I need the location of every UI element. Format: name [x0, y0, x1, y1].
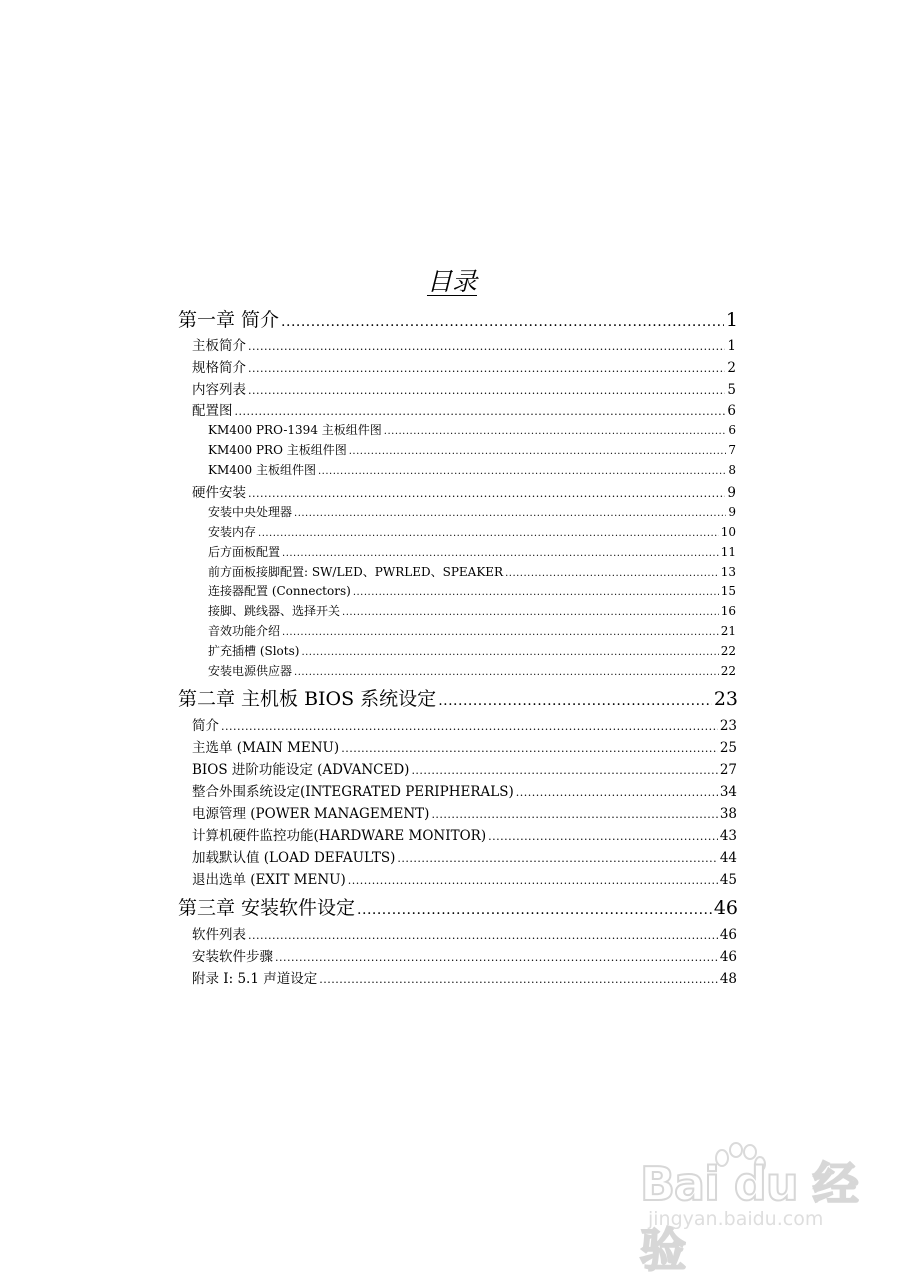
toc-entry-label: 计算机硬件监控功能(HARDWARE MONITOR): [192, 828, 487, 844]
toc-entry-label: 主板简介: [192, 338, 246, 354]
dot-leader: [348, 874, 718, 887]
toc-entry-label: 安装电源供应器: [208, 664, 293, 678]
toc-entry[interactable]: [192, 923, 737, 943]
toc-entry[interactable]: [192, 802, 737, 822]
toc-entry-label: KM400 主板组件图: [208, 463, 316, 477]
dot-leader: [294, 508, 726, 519]
dot-leader: [488, 830, 718, 843]
dot-leader: [221, 720, 718, 733]
toc-entry[interactable]: [208, 622, 736, 639]
toc-entry[interactable]: [208, 461, 736, 478]
toc-entry-label: 后方面板配置: [208, 545, 281, 559]
toc-entry-page: 8: [728, 463, 736, 477]
toc-entry-page: 6: [728, 423, 736, 437]
toc-entry-page: 1: [725, 309, 738, 331]
toc-entry[interactable]: [208, 543, 736, 560]
toc-entry[interactable]: [192, 378, 736, 398]
toc-entry[interactable]: [208, 642, 736, 659]
toc-entry-page: 16: [720, 604, 736, 618]
dot-leader: [384, 426, 727, 437]
dot-leader: [318, 466, 726, 477]
toc-entry-page: 45: [719, 872, 737, 888]
toc-entry-chapter-2[interactable]: [178, 684, 738, 711]
toc-entry-label: 电源管理 (POWER MANAGEMENT): [192, 806, 430, 822]
toc-entry-page: 27: [719, 762, 737, 778]
toc-entry[interactable]: [208, 662, 736, 679]
toc-entry-label: 安装中央处理器: [208, 505, 293, 519]
toc-entry-page: 5: [727, 382, 736, 398]
toc-entry-label: 内容列表: [192, 382, 246, 398]
toc-entry-label: KM400 PRO-1394 主板组件图: [208, 423, 382, 437]
toc-entry-label: 规格简介: [192, 360, 246, 376]
dot-leader: [281, 314, 724, 330]
toc-entry[interactable]: [208, 602, 736, 619]
dot-leader: [431, 808, 717, 821]
watermark-url: jingyan.baidu.com: [648, 1208, 824, 1230]
toc-entry-label: 加载默认值 (LOAD DEFAULTS): [192, 850, 396, 866]
toc-entry-page: 44: [719, 850, 737, 866]
toc-entry-label: BIOS 进阶功能设定 (ADVANCED): [192, 762, 410, 778]
toc-entry-label: 第三章 安装软件设定: [178, 897, 356, 919]
dot-leader: [341, 742, 718, 755]
toc-entry[interactable]: [192, 846, 737, 866]
toc-entry[interactable]: [208, 503, 736, 520]
toc-entry-page: 15: [720, 584, 736, 598]
toc-entry-page: 7: [728, 443, 736, 457]
toc-entry-page: 38: [719, 806, 737, 822]
toc-entry-page: 34: [719, 784, 737, 800]
toc-entry[interactable]: [192, 967, 737, 987]
dot-leader: [319, 973, 718, 986]
toc-entry[interactable]: [208, 441, 736, 458]
dot-leader: [342, 607, 719, 618]
toc-entry[interactable]: [208, 582, 736, 599]
dot-leader: [294, 667, 719, 678]
toc-entry-label: 退出选单 (EXIT MENU): [192, 872, 346, 888]
toc-entry-page: 13: [720, 565, 736, 579]
dot-leader: [248, 340, 725, 353]
dot-leader: [258, 528, 719, 539]
toc-entry-label: 简介: [192, 718, 219, 734]
toc-entry[interactable]: [192, 481, 736, 501]
toc-entry-label: 前方面板接脚配置: SW/LED、PWRLED、SPEAKER: [208, 565, 504, 579]
dot-leader: [397, 852, 717, 865]
toc-entry-label: 整合外围系统设定(INTEGRATED PERIPHERALS): [192, 784, 514, 800]
toc-entry-page: 22: [720, 664, 736, 678]
toc-entry[interactable]: [192, 758, 737, 778]
toc-entry-label: 第二章 主机板 BIOS 系统设定: [178, 688, 437, 710]
toc-entry[interactable]: [208, 523, 736, 540]
watermark-logo: Bai du 经验: [640, 1157, 858, 1277]
toc-entry-page: 25: [719, 740, 737, 756]
dot-leader: [235, 405, 726, 418]
toc-entry-page: 46: [713, 897, 738, 919]
toc-entry-label: 接脚、跳线器、选择开关: [208, 604, 341, 618]
dot-leader: [349, 446, 727, 457]
toc-entry-page: 23: [713, 688, 738, 710]
toc-entry-page: 1: [727, 338, 736, 354]
dot-leader: [438, 693, 712, 709]
dot-leader: [282, 548, 719, 559]
toc-entry-label: 连接器配置 (Connectors): [208, 584, 351, 598]
toc-entry-page: 6: [727, 403, 736, 419]
toc-entry[interactable]: [208, 563, 736, 580]
dot-leader: [411, 764, 717, 777]
dot-leader: [248, 929, 718, 942]
toc-entry-chapter-1[interactable]: [178, 305, 738, 332]
toc-entry-label: 安装软件步骤: [192, 949, 273, 965]
dot-leader: [248, 487, 725, 500]
toc-entry-label: 安装内存: [208, 525, 257, 539]
toc-entry-label: 主选单 (MAIN MENU): [192, 740, 340, 756]
toc-entry-page: 22: [720, 644, 736, 658]
dot-leader: [353, 587, 719, 598]
toc-entry-label: 软件列表: [192, 927, 246, 943]
toc-entry-label: 第一章 简介: [178, 309, 280, 331]
dot-leader: [301, 647, 718, 658]
toc-entry[interactable]: [192, 356, 736, 376]
toc-entry-label: KM400 PRO 主板组件图: [208, 443, 347, 457]
dot-leader: [516, 786, 718, 799]
dot-leader: [357, 902, 712, 918]
toc-entry[interactable]: [192, 868, 737, 888]
toc-entry[interactable]: [192, 736, 737, 756]
toc-entry-page: 2: [727, 360, 736, 376]
toc-entry-page: 9: [728, 505, 736, 519]
toc-entry-page: 21: [720, 624, 736, 638]
toc-entry[interactable]: [192, 945, 737, 965]
toc-entry[interactable]: [192, 399, 736, 419]
toc-title: 目录: [426, 267, 477, 296]
toc-entry-page: 23: [719, 718, 737, 734]
toc-entry[interactable]: [192, 780, 737, 800]
dot-leader: [248, 384, 725, 397]
dot-leader: [505, 568, 719, 579]
toc-entry-label: 配置图: [192, 403, 233, 419]
toc-entry-page: 48: [719, 971, 737, 987]
toc-entry-page: 11: [720, 545, 736, 559]
toc-entry-label: 音效功能介绍: [208, 624, 281, 638]
dot-leader: [282, 627, 719, 638]
toc-entry-label: 附录 I: 5.1 声道设定: [192, 971, 318, 987]
toc-entry-page: 46: [719, 927, 737, 943]
toc-entry[interactable]: [192, 824, 737, 844]
toc-entry-chapter-3[interactable]: [178, 893, 738, 920]
toc-entry-page: 10: [720, 525, 736, 539]
dot-leader: [248, 362, 725, 375]
toc-entry-label: 扩充插槽 (Slots): [208, 644, 300, 658]
toc-entry[interactable]: [192, 334, 736, 354]
toc-entry-label: 硬件安装: [192, 485, 246, 501]
baidu-jingyan-watermark: [640, 1148, 870, 1277]
toc-entry-page: 46: [719, 949, 737, 965]
toc-entry-page: 9: [727, 485, 736, 501]
dot-leader: [275, 951, 718, 964]
toc-entry[interactable]: [208, 421, 736, 438]
toc-entry[interactable]: [192, 714, 737, 734]
toc-entry-page: 43: [719, 828, 737, 844]
